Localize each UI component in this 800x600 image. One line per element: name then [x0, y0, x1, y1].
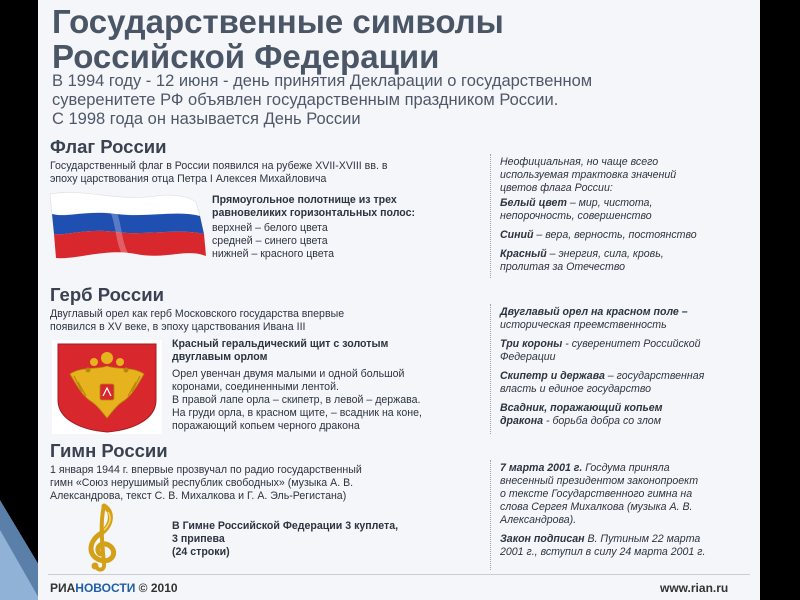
flag-description-title [212, 194, 482, 220]
flag-strong-line-1: Прямоугольное полотнище из трех [212, 194, 397, 206]
term-red: Красный [500, 248, 547, 260]
meaning-blue: Синий – вера, верность, постоянство [500, 229, 697, 241]
footer-logo [50, 581, 178, 595]
emblem-meanings [500, 306, 750, 434]
anthem-history [500, 462, 750, 565]
emblem-lead-line-1: Двуглавый орел как герб Московского государства впервые [50, 308, 345, 320]
title-line-2: Российской Федерации [52, 38, 440, 75]
anthem-structure: В Гимне Российской Федерации 3 куплета, 3 припева (24 строки) [172, 520, 399, 558]
emblem-lead-line-2: появился в XV веке, в эпоху царствования Ивана III [50, 321, 306, 333]
footer-url: www.rian.ru [660, 581, 729, 595]
emblem-description-title: Красный геральдический щит с золотым двуглавым орлом [172, 338, 389, 363]
flag-divider [490, 154, 492, 278]
logo-novosti: НОВОСТИ [75, 581, 136, 595]
intro-line-3: С 1998 года он называется День России [52, 110, 361, 128]
emblem-meaning-sceptre: Скипетр и держава – государственная власть и единое государство [500, 370, 705, 395]
flag-stripe-top: верхней – белого цвета [212, 222, 328, 234]
anthem-history-law: Закон подписан В. Путиным 22 марта 2001 г., вступил в силу 24 марта 2001 г. [500, 533, 706, 558]
title-line-1: Государственные символы [52, 3, 504, 40]
emblem-lead [50, 308, 470, 334]
meaning-red: Красный – энергия, сила, кровь, пролитая за Отечество [500, 248, 664, 273]
infographic-sheet [38, 0, 760, 600]
anthem-heading: Гимн России [50, 440, 168, 461]
term-white: Белый цвет [500, 197, 567, 209]
term-blue: Синий [500, 229, 534, 241]
anthem-divider [490, 460, 492, 570]
flag-lead-line-2: эпоху царствования отца Петра I Алексея Михайловича [50, 173, 327, 185]
intro-text [52, 72, 752, 129]
meaning-white: Белый цвет – мир, чистота, непорочность, совершенство [500, 197, 653, 222]
flag-color-meanings [500, 156, 750, 280]
emblem-divider [490, 304, 492, 434]
anthem-history-duma: 7 марта 2001 г. Госдума приняла внесенный президентом законопроект о тексте Государственного гимна на слова Сергея Михалкова (музыка А. В. Александрова). [500, 462, 699, 526]
coat-of-arms-icon [52, 340, 162, 434]
intro-line-1: В 1994 году - 12 июня - день принятия Декларации о государственном [52, 72, 593, 90]
russian-flag-icon [46, 188, 206, 270]
flag-note: Неофициальная, но чаще всего используемая трактовка значений цветов флага России: [500, 156, 677, 194]
footer-copyright: © 2010 [138, 581, 178, 595]
intro-line-2: суверенитете РФ объявлен государственным праздником России. [52, 91, 559, 109]
flag-lead [50, 160, 470, 186]
flag-strong-line-2: равновеликих горизонтальных полос: [212, 207, 416, 219]
flag-lead-line-1: Государственный флаг в России появился на рубеже XVII-XVIII вв. в [50, 160, 388, 172]
flag-stripe-mid: средней – синего цвета [212, 235, 328, 247]
flag-stripe-bot: нижней – красного цвета [212, 248, 334, 260]
flag-stripes [212, 222, 482, 261]
emblem-heading: Герб России [50, 284, 164, 305]
page-title [52, 4, 504, 74]
flag-heading: Флаг России [50, 136, 167, 157]
anthem-lead: 1 января 1944 г. впервые прозвучал по радио государственный гимн «Союз нерушимый республик свободных» (музыка А. В. Александрова, текст С. В. Михалкова и Г. А. Эль-Регистана) [50, 464, 362, 502]
footer-divider [48, 574, 750, 575]
emblem-meaning-rider: Всадник, поражающий копьем дракона - борьба добра со злом [500, 402, 663, 427]
emblem-meaning-crowns: Три короны - суверенитет Российской Федерации [500, 338, 701, 363]
emblem-meaning-eagle: Двуглавый орел на красном поле – историческая преемственность [500, 306, 688, 331]
emblem-description: Орел увенчан двумя малыми и одной большой коронами, соединенными лентой. В правой лапе орла – скипетр, в левой – держава. На груди орла, в красном щите, – всадник на коне, поражающий копьем черного дракона [172, 368, 422, 432]
treble-clef-icon [74, 502, 128, 572]
logo-ria: РИА [50, 581, 76, 595]
